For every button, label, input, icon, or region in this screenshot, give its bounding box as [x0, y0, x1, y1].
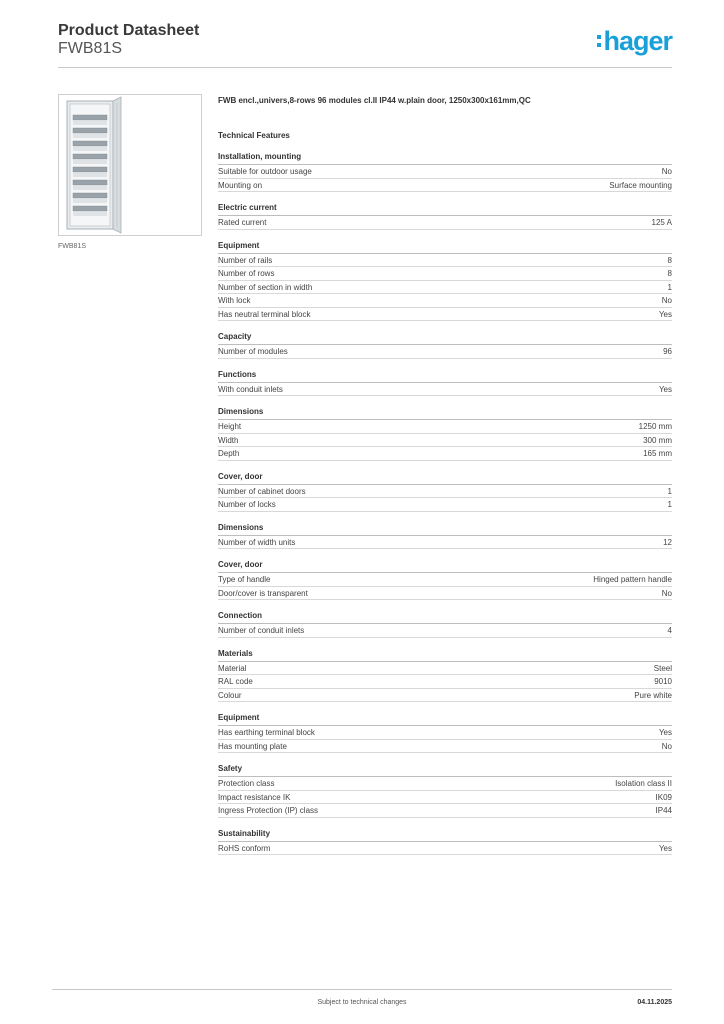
feature-row — [218, 308, 672, 322]
header-divider — [58, 67, 672, 68]
feature-row — [218, 662, 672, 676]
feature-row — [218, 294, 672, 308]
feature-value: Hinged pattern handle — [593, 575, 672, 584]
feature-section — [218, 649, 672, 703]
feature-section — [218, 764, 672, 818]
section-heading: Equipment — [218, 241, 672, 254]
feature-label: Ingress Protection (IP) class — [218, 806, 319, 815]
footer-note: Subject to technical changes — [317, 999, 407, 1006]
section-heading: Safety — [218, 764, 672, 777]
image-caption: FWB81S — [58, 243, 87, 250]
feature-row — [218, 777, 672, 791]
feature-row — [218, 842, 672, 856]
feature-section — [218, 332, 672, 359]
section-heading: Connection — [218, 611, 672, 624]
feature-value: 12 — [663, 537, 672, 547]
feature-label: Number of conduit inlets — [218, 626, 305, 635]
feature-row — [218, 254, 672, 268]
feature-value: 8 — [667, 269, 672, 278]
section-gap — [218, 321, 672, 332]
section-heading: Dimensions — [218, 523, 672, 536]
section-gap — [218, 753, 672, 764]
feature-value: Yes — [658, 384, 672, 394]
feature-row — [218, 726, 672, 740]
feature-value: Yes — [658, 843, 672, 853]
feature-label: RAL code — [218, 677, 253, 686]
feature-row — [218, 281, 672, 295]
feature-value: 96 — [663, 347, 672, 356]
feature-value: 1 — [667, 486, 672, 496]
section-gap — [218, 512, 672, 523]
feature-label: Type of handle — [218, 575, 271, 584]
product-code: FWB81S — [58, 40, 123, 57]
feature-label: Has earthing terminal block — [218, 728, 315, 737]
feature-value: 1250 mm — [638, 422, 672, 431]
feature-value: No — [661, 588, 672, 598]
feature-value: No — [661, 741, 672, 751]
feature-section — [218, 713, 672, 753]
feature-section — [218, 152, 672, 192]
section-heading: Installation, mounting — [218, 152, 672, 165]
feature-value: 300 mm — [643, 435, 672, 445]
section-gap — [218, 396, 672, 407]
feature-row — [218, 179, 672, 193]
feature-label: Rated current — [218, 218, 267, 227]
feature-value: Pure white — [634, 690, 672, 700]
product-image — [58, 94, 202, 236]
feature-label: With conduit inlets — [218, 384, 283, 394]
page-title: Product Datasheet — [58, 22, 200, 39]
feature-label: With lock — [218, 296, 251, 305]
feature-row — [218, 675, 672, 689]
section-heading: Materials — [218, 649, 672, 662]
feature-section — [218, 203, 672, 230]
feature-value: 1 — [667, 282, 672, 292]
feature-row — [218, 345, 672, 359]
feature-label: Colour — [218, 690, 242, 700]
feature-value: Yes — [658, 309, 672, 319]
feature-row — [218, 485, 672, 499]
logo-colon-icon — [597, 33, 601, 49]
section-gap — [218, 818, 672, 829]
datasheet-content — [218, 96, 672, 855]
feature-label: Protection class — [218, 779, 275, 788]
section-gap — [218, 600, 672, 611]
section-gap — [218, 359, 672, 370]
hager-logo — [597, 26, 672, 56]
feature-label: Material — [218, 663, 247, 673]
feature-row — [218, 624, 672, 638]
feature-value: 1 — [667, 500, 672, 509]
section-gap — [218, 230, 672, 241]
feature-row — [218, 447, 672, 461]
feature-label: Suitable for outdoor usage — [218, 167, 312, 176]
feature-row — [218, 267, 672, 281]
section-heading: Capacity — [218, 332, 672, 345]
feature-label: Number of rows — [218, 269, 275, 278]
feature-value: Steel — [653, 663, 672, 673]
section-heading: Sustainability — [218, 829, 672, 842]
feature-row — [218, 573, 672, 587]
feature-label: Number of cabinet doors — [218, 486, 306, 496]
feature-label: Has neutral terminal block — [218, 309, 311, 319]
technical-features-title: Technical Features — [218, 131, 290, 140]
feature-row — [218, 498, 672, 512]
feature-row — [218, 434, 672, 448]
section-gap — [218, 638, 672, 649]
section-gap — [218, 461, 672, 472]
feature-row — [218, 420, 672, 434]
feature-value: 4 — [667, 626, 672, 635]
footer-date: 04.11.2025 — [637, 999, 672, 1006]
feature-value: Surface mounting — [609, 180, 672, 190]
section-heading: Cover, door — [218, 472, 672, 485]
feature-row — [218, 689, 672, 703]
feature-value: Yes — [658, 728, 672, 737]
feature-label: Mounting on — [218, 180, 263, 190]
feature-section — [218, 523, 672, 550]
feature-value: 9010 — [654, 677, 672, 686]
feature-label: RoHS conform — [218, 843, 271, 853]
feature-value: IK09 — [655, 792, 672, 802]
enclosure-cabinet-icon — [59, 95, 201, 235]
feature-value: Isolation class II — [615, 779, 672, 788]
feature-label: Number of section in width — [218, 282, 313, 292]
section-heading: Electric current — [218, 203, 672, 216]
section-gap — [218, 702, 672, 713]
feature-section — [218, 560, 672, 600]
product-description: FWB encl.,univers,8-rows 96 modules cl.II IP44 w.plain door, 1250x300x161mm,QC — [218, 96, 531, 105]
feature-section — [218, 370, 672, 397]
feature-section — [218, 241, 672, 322]
section-heading: Dimensions — [218, 407, 672, 420]
feature-label: Number of width units — [218, 537, 296, 547]
feature-label: Width — [218, 435, 239, 445]
feature-value: No — [661, 296, 672, 305]
feature-value: 8 — [667, 255, 672, 265]
logo-text: hager — [603, 26, 672, 56]
feature-row — [218, 791, 672, 805]
section-gap — [218, 549, 672, 560]
feature-row — [218, 536, 672, 550]
feature-value: No — [661, 167, 672, 176]
section-heading: Equipment — [218, 713, 672, 726]
section-heading: Cover, door — [218, 560, 672, 573]
feature-value: 165 mm — [643, 449, 672, 458]
feature-label: Has mounting plate — [218, 741, 287, 751]
section-heading: Functions — [218, 370, 672, 383]
footer-divider — [52, 989, 672, 990]
feature-label: Door/cover is transparent — [218, 588, 308, 598]
feature-row — [218, 383, 672, 397]
feature-section — [218, 611, 672, 638]
feature-row — [218, 216, 672, 230]
feature-row — [218, 165, 672, 179]
feature-label: Number of modules — [218, 347, 288, 356]
feature-row — [218, 587, 672, 601]
feature-label: Number of locks — [218, 500, 276, 509]
feature-section — [218, 472, 672, 512]
feature-label: Depth — [218, 449, 240, 458]
feature-section — [218, 407, 672, 461]
feature-label: Height — [218, 422, 242, 431]
feature-sections — [218, 152, 672, 855]
feature-row — [218, 804, 672, 818]
feature-label: Impact resistance IK — [218, 792, 291, 802]
feature-section — [218, 829, 672, 856]
feature-value: IP44 — [655, 806, 672, 815]
section-gap — [218, 192, 672, 203]
feature-value: 125 A — [651, 218, 672, 227]
feature-label: Number of rails — [218, 255, 273, 265]
feature-row — [218, 740, 672, 754]
